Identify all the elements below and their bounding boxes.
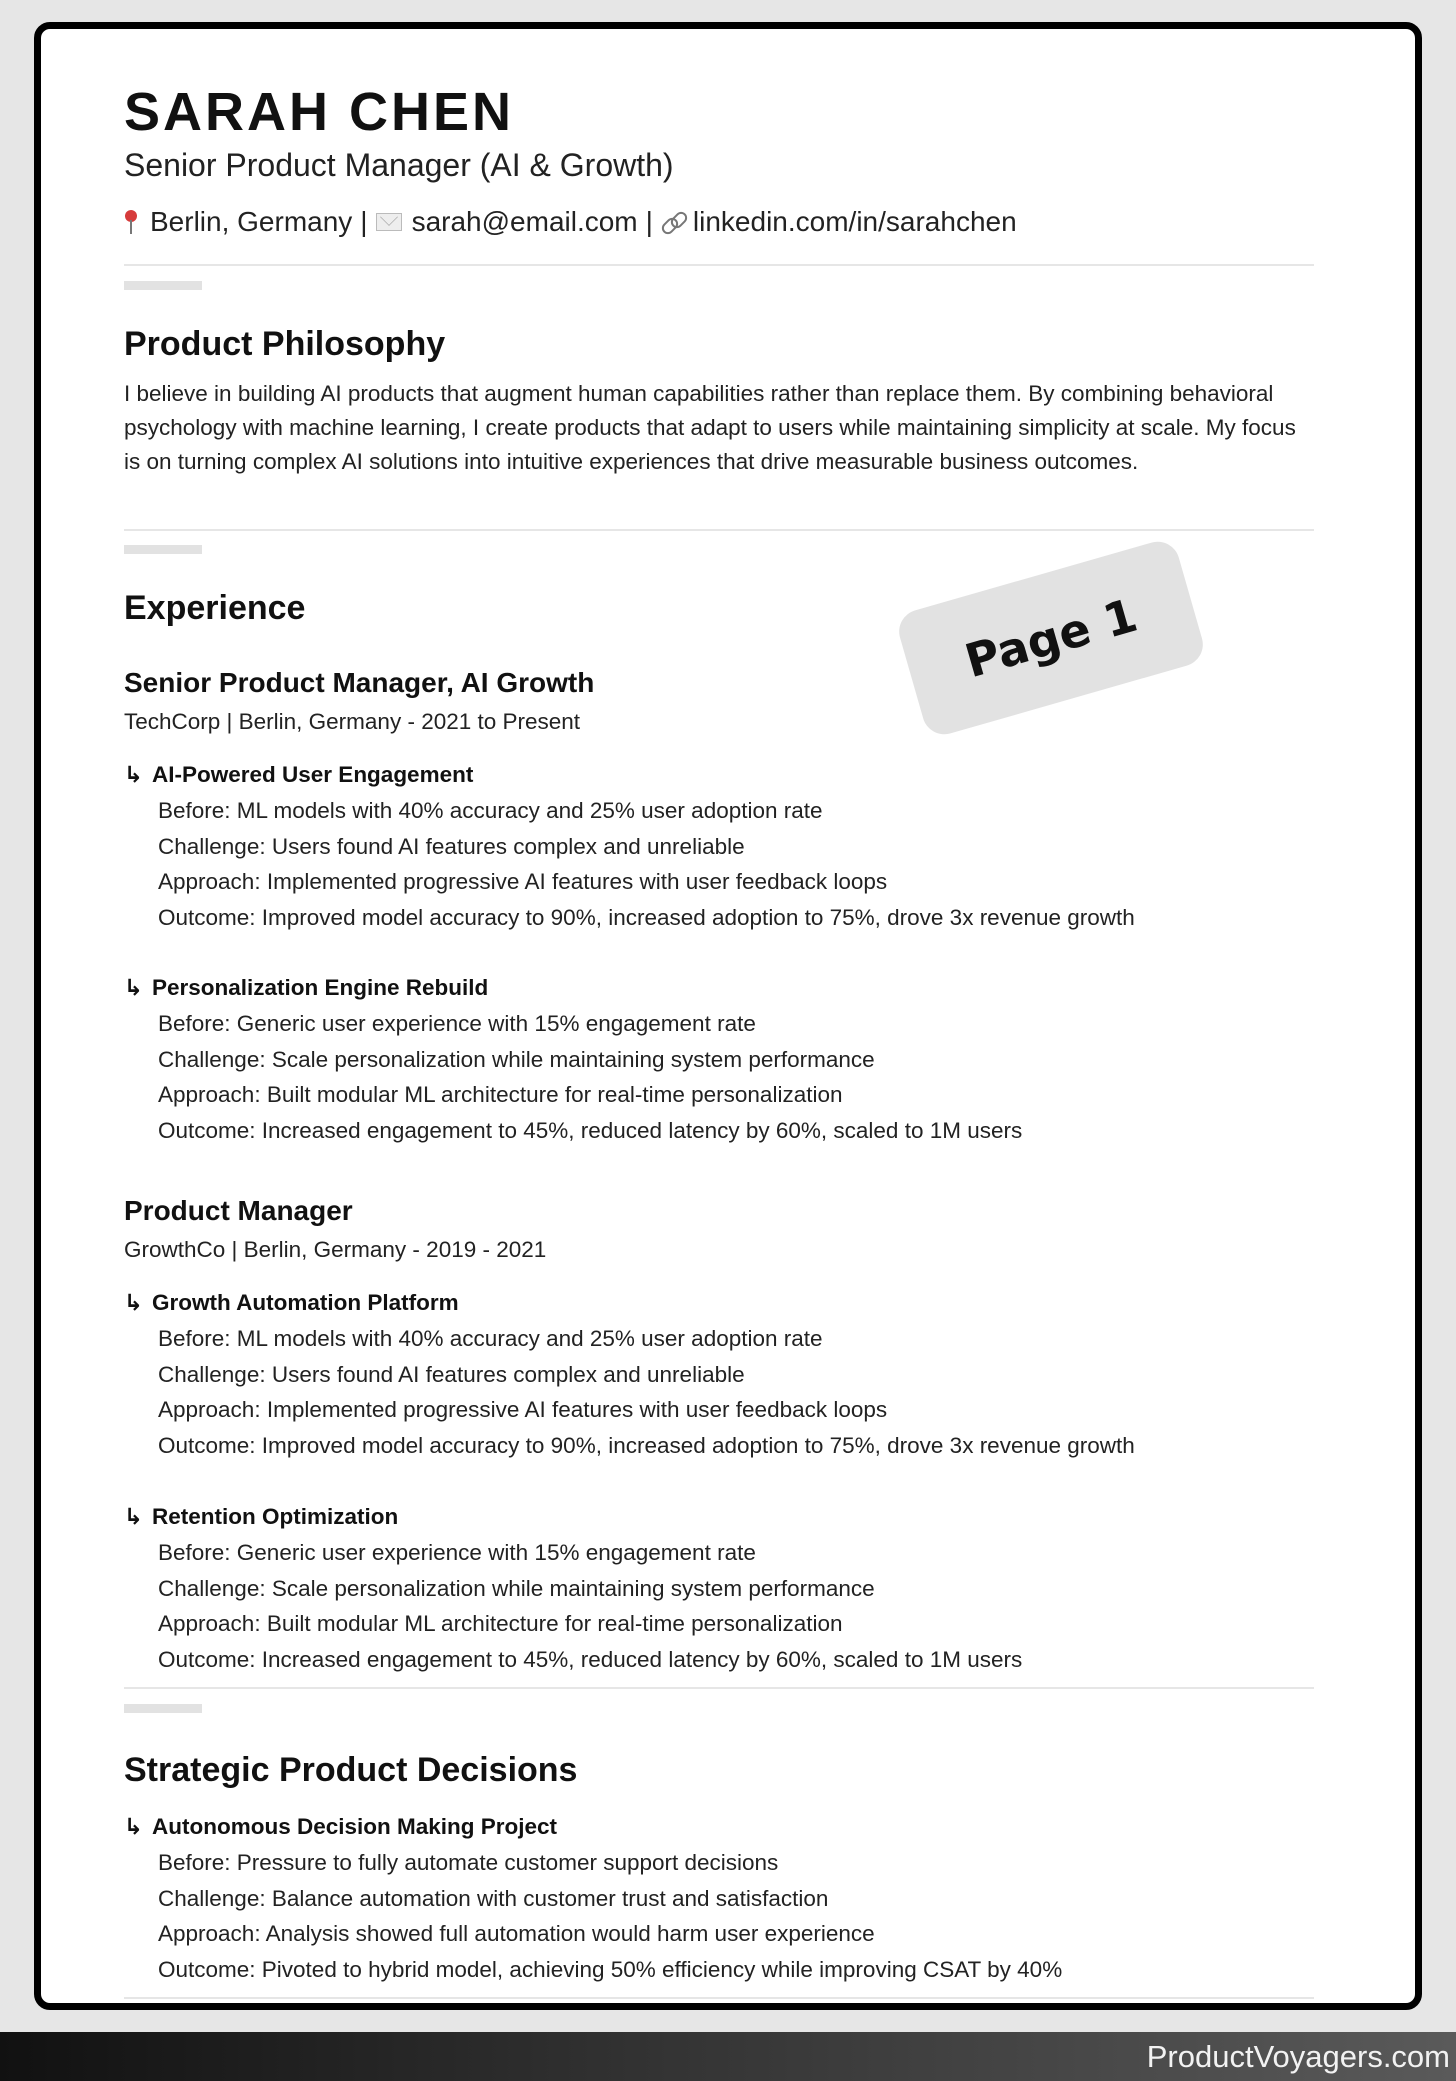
project-name: Autonomous Decision Making Project xyxy=(152,1814,558,1839)
candidate-name: SARAH CHEN xyxy=(124,82,515,142)
divider xyxy=(124,1997,1314,1999)
project-before: Before: ML models with 40% accuracy and 25% user adoption rate xyxy=(158,798,823,823)
envelope-icon xyxy=(376,213,402,231)
project-outcome: Outcome: Pivoted to hybrid model, achieving 50% efficiency while improving CSAT by 40% xyxy=(158,1957,1063,1983)
job-title: Senior Product Manager, AI Growth xyxy=(124,667,595,698)
project-outcome: Outcome: Improved model accuracy to 90%, increased adoption to 75%, drove 3x revenue growth xyxy=(158,905,1135,931)
project-block xyxy=(124,1285,1135,1464)
project-challenge: Challenge: Balance automation with customer trust and satisfaction xyxy=(158,1885,829,1911)
job-meta: TechCorp | Berlin, Germany - 2021 to Present xyxy=(124,709,581,734)
project-outcome: Outcome: Improved model accuracy to 90%, increased adoption to 75%, drove 3x revenue growth xyxy=(158,1433,1135,1459)
project-heading xyxy=(124,1809,1062,1845)
divider xyxy=(124,264,1314,266)
resume-page xyxy=(34,22,1422,2010)
decisions-heading: Strategic Product Decisions xyxy=(124,1751,578,1789)
project-heading xyxy=(124,1499,1022,1535)
project-before: Before: ML models with 40% accuracy and 25% user adoption rate xyxy=(158,1326,823,1351)
project-block xyxy=(124,757,1135,936)
return-arrow-icon: ↳ xyxy=(124,1814,143,1839)
footer-bar xyxy=(0,2032,1456,2081)
project-name: Growth Automation Platform xyxy=(152,1290,459,1315)
philosophy-heading: Product Philosophy xyxy=(124,325,446,363)
contact-line xyxy=(124,206,1017,238)
project-challenge: Challenge: Users found AI features complex and unreliable xyxy=(158,1361,745,1387)
project-challenge: Challenge: Scale personalization while maintaining system performance xyxy=(158,1575,875,1601)
contact-separator: | xyxy=(360,206,368,237)
project-approach: Approach: Built modular ML architecture for real-time personalization xyxy=(158,1611,843,1637)
section-tab xyxy=(124,1704,202,1713)
project-outcome: Outcome: Increased engagement to 45%, reduced latency by 60%, scaled to 1M users xyxy=(158,1647,1023,1673)
project-challenge: Challenge: Scale personalization while maintaining system performance xyxy=(158,1046,875,1072)
location-text: Berlin, Germany xyxy=(150,206,353,237)
return-arrow-icon: ↳ xyxy=(124,1290,143,1315)
location-pin-icon xyxy=(124,210,138,234)
project-approach: Approach: Built modular ML architecture for real-time personalization xyxy=(158,1082,843,1108)
project-heading xyxy=(124,757,1135,793)
project-approach: Approach: Analysis showed full automation would harm user experience xyxy=(158,1921,875,1947)
contact-separator: | xyxy=(645,206,653,237)
experience-heading: Experience xyxy=(124,589,306,627)
project-heading xyxy=(124,1285,1135,1321)
section-tab xyxy=(124,281,202,290)
candidate-subtitle: Senior Product Manager (AI & Growth) xyxy=(124,147,674,183)
project-challenge: Challenge: Users found AI features complex and unreliable xyxy=(158,833,745,859)
project-approach: Approach: Implemented progressive AI features with user feedback loops xyxy=(158,869,888,895)
project-block xyxy=(124,970,1022,1149)
email-link[interactable]: sarah@email.com xyxy=(411,206,638,237)
project-name: AI-Powered User Engagement xyxy=(152,762,474,787)
job-title: Product Manager xyxy=(124,1195,353,1226)
project-block xyxy=(124,1499,1022,1678)
project-before: Before: Pressure to fully automate customer support decisions xyxy=(158,1850,779,1875)
link-icon xyxy=(661,212,687,232)
divider xyxy=(124,529,1314,531)
section-tab xyxy=(124,545,202,554)
project-name: Personalization Engine Rebuild xyxy=(152,975,489,1000)
return-arrow-icon: ↳ xyxy=(124,1504,143,1529)
page-badge: Page 1 xyxy=(894,537,1208,740)
project-before: Before: Generic user experience with 15% engagement rate xyxy=(158,1540,756,1565)
linkedin-link[interactable]: linkedin.com/in/sarahchen xyxy=(692,206,1017,237)
project-name: Retention Optimization xyxy=(152,1504,399,1529)
project-approach: Approach: Implemented progressive AI features with user feedback loops xyxy=(158,1397,888,1423)
project-outcome: Outcome: Increased engagement to 45%, reduced latency by 60%, scaled to 1M users xyxy=(158,1118,1023,1144)
return-arrow-icon: ↳ xyxy=(124,762,143,787)
job-meta: GrowthCo | Berlin, Germany - 2019 - 2021 xyxy=(124,1237,547,1262)
footer-site-link[interactable]: ProductVoyagers.com xyxy=(1146,2039,1450,2074)
philosophy-text: I believe in building AI products that augment human capabilities rather than replace them. By combining behavioral psychology with machine learning, I create products that adapt to users while maintaining simplicity at scale. My focus is on turning complex AI solutions into intuitive experiences that drive measurable business outcomes. xyxy=(124,381,1296,474)
project-block xyxy=(124,1809,1062,1988)
project-heading xyxy=(124,970,1022,1006)
return-arrow-icon: ↳ xyxy=(124,975,143,1000)
divider xyxy=(124,1687,1314,1689)
project-before: Before: Generic user experience with 15% engagement rate xyxy=(158,1011,756,1036)
